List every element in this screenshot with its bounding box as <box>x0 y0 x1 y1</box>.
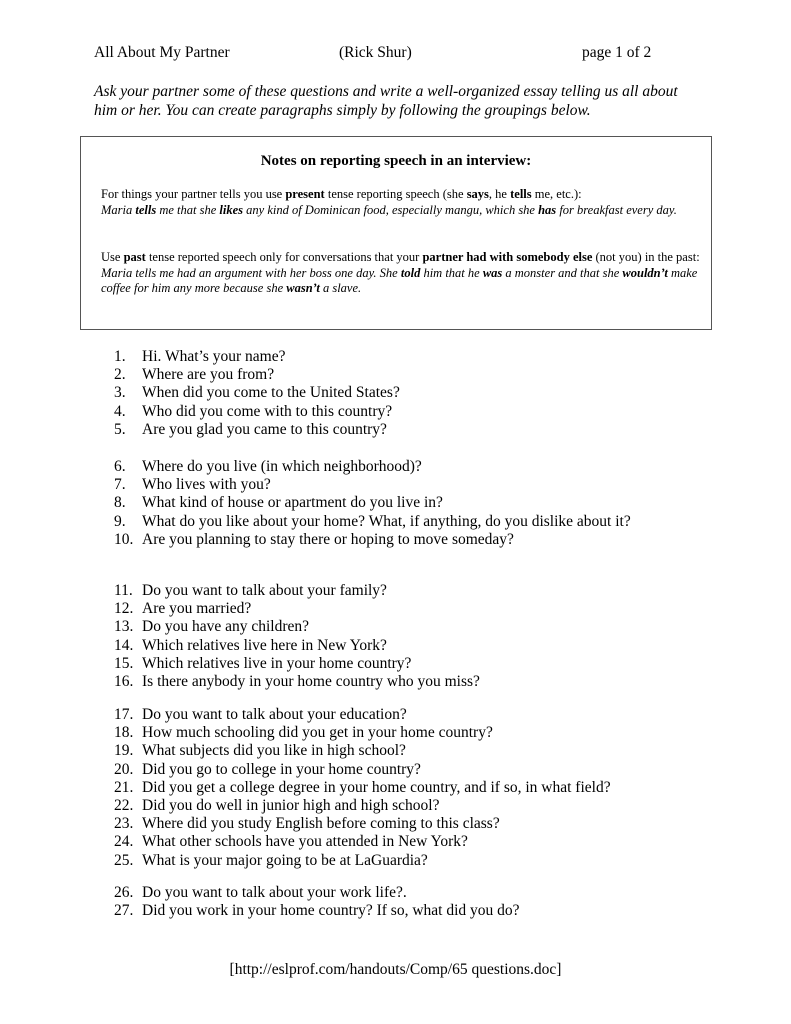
question-item <box>114 742 674 760</box>
question-number: 20. <box>114 760 134 778</box>
question-item <box>114 384 674 402</box>
bold-run: has <box>538 202 557 217</box>
question-number: 3. <box>114 384 126 402</box>
bold-run: past <box>123 250 146 264</box>
text-run: (not you) in the past: <box>592 250 700 264</box>
question-text: Are you glad you came to this country? <box>142 420 387 438</box>
question-text: How much schooling did you get in your home country? <box>142 724 493 742</box>
question-number: 2. <box>114 366 126 384</box>
text-run: me, etc.): <box>531 187 582 201</box>
question-item <box>114 724 674 742</box>
example-sentence <box>101 203 677 217</box>
notes-present-tense <box>101 187 701 218</box>
question-number: 14. <box>114 636 134 654</box>
bold-run: partner had with somebody else <box>422 250 593 264</box>
source-footer: [http://eslprof.com/handouts/Comp/65 questions.doc] <box>229 961 562 978</box>
notes-box <box>80 136 712 330</box>
question-number: 9. <box>114 512 126 530</box>
instructions: Ask your partner some of these questions and write a well-organized essay telling us all about him or her. You can create paragraphs simply by following the groupings below. <box>94 83 678 119</box>
question-item <box>114 815 674 833</box>
question-text: What subjects did you like in high school? <box>142 742 406 760</box>
question-item <box>114 494 674 512</box>
question-number: 26. <box>114 884 134 901</box>
question-item <box>114 706 674 724</box>
question-number: 6. <box>114 458 126 475</box>
question-item <box>114 582 674 600</box>
question-number: 7. <box>114 476 126 494</box>
question-text: Do you have any children? <box>142 618 309 636</box>
text-run: tense reporting speech (she <box>324 187 467 201</box>
question-group-education <box>114 706 674 870</box>
bold-run: present <box>285 187 325 201</box>
question-text: Which relatives live here in New York? <box>142 636 387 654</box>
question-item <box>114 761 674 779</box>
question-number: 22. <box>114 796 134 814</box>
question-text: Who did you come with to this country? <box>142 402 393 420</box>
question-item <box>114 513 674 531</box>
question-number: 16. <box>114 672 134 690</box>
question-text: When did you come to the United States? <box>142 384 400 402</box>
text-run: Maria tells me had an argument with her boss one day. She <box>101 265 401 280</box>
question-text: Are you planning to stay there or hoping to move someday? <box>142 530 514 548</box>
question-text: Did you go to college in your home country? <box>142 760 421 778</box>
question-text: Where did you study English before coming to this class? <box>142 815 500 833</box>
text-run: him that he <box>420 265 483 280</box>
question-text: What other schools have you attended in New York? <box>142 833 468 851</box>
question-text: Did you do well in junior high and high school? <box>142 796 440 814</box>
text-run: , he <box>488 187 511 201</box>
question-text: Do you want to talk about your education? <box>142 706 407 723</box>
bold-run: tells <box>510 187 532 201</box>
question-text: Do you want to talk about your family? <box>142 582 387 599</box>
bold-run: likes <box>219 202 244 217</box>
question-text: Are you married? <box>142 600 252 618</box>
text-run: for breakfast every day. <box>556 202 677 217</box>
text-run: a monster and that she <box>502 265 623 280</box>
author-name: (Rick Shur) <box>339 44 412 61</box>
question-item <box>114 902 674 920</box>
question-group-work <box>114 884 674 920</box>
bold-run: tells <box>135 202 157 217</box>
question-group-home <box>114 458 674 549</box>
question-text: Do you want to talk about your work life?. <box>142 884 407 901</box>
question-item <box>114 852 674 870</box>
question-text: Did you work in your home country? If so, what did you do? <box>142 902 520 920</box>
question-item <box>114 779 674 797</box>
bold-run: wasn’t <box>286 281 320 295</box>
question-item <box>114 618 674 636</box>
text-run: tense reported speech only for conversations that your <box>145 250 423 264</box>
question-item <box>114 797 674 815</box>
bold-run: was <box>482 265 503 280</box>
text-run: any kind of Dominican food, especially mangu, which she <box>243 202 539 217</box>
question-item <box>114 637 674 655</box>
page-header <box>94 44 714 66</box>
question-number: 12. <box>114 600 134 618</box>
question-text: Where are you from? <box>142 366 275 384</box>
bold-run: wouldn’t <box>622 265 668 280</box>
question-text: Where do you live (in which neighborhood)? <box>142 458 422 475</box>
question-number: 27. <box>114 902 134 920</box>
question-text: Is there anybody in your home country who you miss? <box>142 672 480 690</box>
question-number: 13. <box>114 618 134 636</box>
question-item <box>114 531 674 549</box>
question-item <box>114 458 674 476</box>
text-run: For things your partner tells you use <box>101 187 286 201</box>
question-number: 19. <box>114 742 134 760</box>
document-title: All About My Partner <box>94 44 230 61</box>
question-item <box>114 673 674 691</box>
question-group-intro <box>114 348 674 439</box>
question-number: 25. <box>114 851 134 869</box>
question-item <box>114 884 674 902</box>
question-group-family <box>114 582 674 691</box>
question-item <box>114 600 674 618</box>
question-item <box>114 655 674 673</box>
question-item <box>114 476 674 494</box>
question-number: 21. <box>114 778 134 796</box>
notes-title: Notes on reporting speech in an interview: <box>260 153 532 169</box>
question-number: 10. <box>114 530 134 548</box>
question-item <box>114 348 674 366</box>
question-text: Did you get a college degree in your home country, and if so, in what field? <box>142 778 611 796</box>
notes-past-tense <box>101 250 701 297</box>
question-number: 4. <box>114 402 126 420</box>
question-number: 24. <box>114 833 134 851</box>
question-number: 5. <box>114 420 126 438</box>
question-item <box>114 403 674 421</box>
question-text: What kind of house or apartment do you live in? <box>142 494 443 512</box>
question-item <box>114 366 674 384</box>
question-text: Who lives with you? <box>142 476 271 494</box>
question-number: 11. <box>114 582 133 599</box>
bold-run: told <box>400 265 421 280</box>
question-text: What is your major going to be at LaGuardia? <box>142 851 428 869</box>
question-number: 17. <box>114 706 134 723</box>
question-text: Hi. What’s your name? <box>142 348 286 365</box>
question-item <box>114 421 674 439</box>
question-number: 8. <box>114 494 126 512</box>
text-run: Maria <box>101 202 136 217</box>
text-run: make coffee for him any more because she <box>101 265 698 295</box>
question-number: 15. <box>114 654 134 672</box>
question-number: 18. <box>114 724 134 742</box>
text-run: Use <box>101 250 124 264</box>
question-text: Which relatives live in your home country? <box>142 654 412 672</box>
question-number: 23. <box>114 815 134 833</box>
text-run: me that she <box>156 202 220 217</box>
page-number: page 1 of 2 <box>582 44 652 61</box>
question-text: What do you like about your home? What, if anything, do you dislike about it? <box>142 512 631 530</box>
question-item <box>114 833 674 851</box>
example-sentence <box>101 266 697 296</box>
bold-run: says <box>466 187 489 201</box>
text-run: a slave. <box>319 281 362 295</box>
question-number: 1. <box>114 348 126 365</box>
